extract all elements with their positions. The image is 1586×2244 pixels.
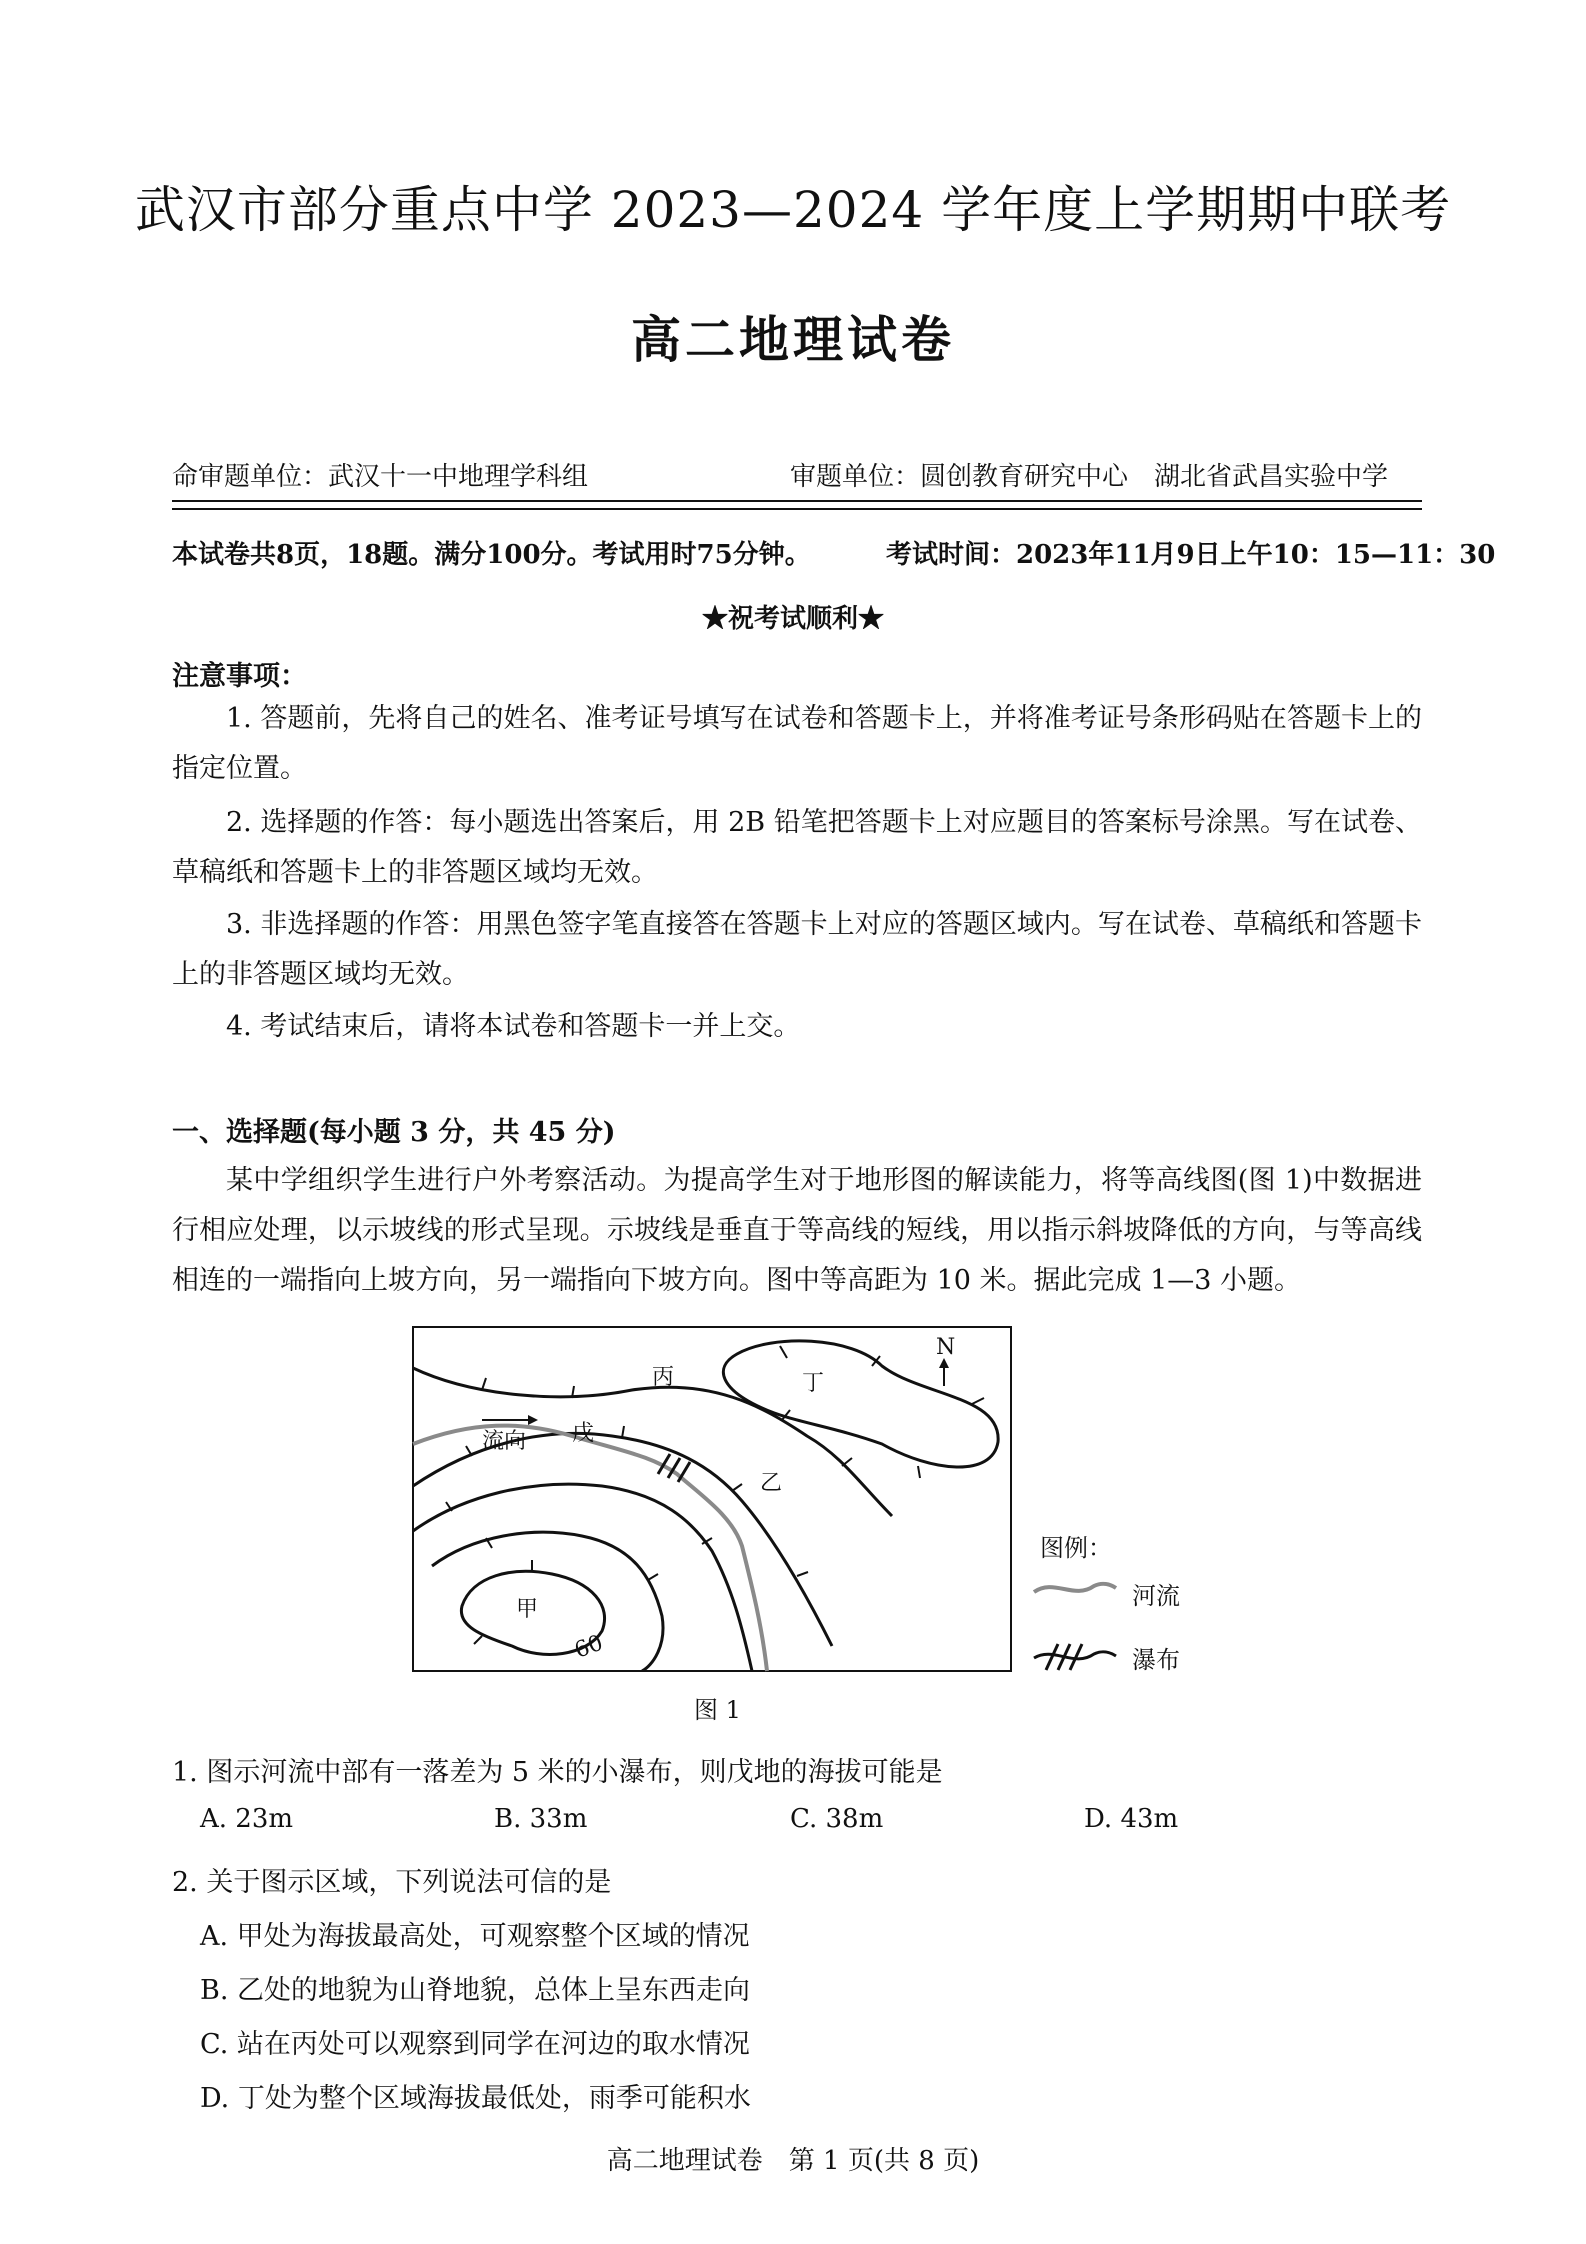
- paper-info: 本试卷共8页，18题。满分100分。考试用时75分钟。: [172, 540, 811, 570]
- question-2-option-b: B. 乙处的地貌为山脊地貌，总体上呈东西走向: [200, 1975, 751, 2006]
- exam-title: 武汉市部分重点中学 2023—2024 学年度上学期期中联考: [134, 181, 1452, 239]
- question-intro: 某中学组织学生进行户外考察活动。为提高学生对于地形图的解读能力，将等高线图(图 1)中数据进行相应处理，以示坡线的形式呈现。示坡线是垂直于等高线的短线，用以指示斜坡降低的方向，与等高线相连的一端指向上坡方向，另一端指向下坡方向。图中等高距为 10 米。据此完成 1—3 小题。: [172, 1165, 1422, 1296]
- notice-item: 1. 答题前，先将自己的姓名、准考证号填写在试卷和答题卡上，并将准考证号条形码贴在答题卡上的指定位置。: [172, 703, 1422, 784]
- label-flow: 流向: [482, 1429, 527, 1454]
- header-divider: [172, 500, 1422, 502]
- notice-item: 4. 考试结束后，请将本试卷和答题卡一并上交。: [226, 1011, 801, 1042]
- question-1-stem: 1. 图示河流中部有一落差为 5 米的小瀑布，则戊地的海拔可能是: [172, 1757, 943, 1788]
- exam-time: 考试时间：2023年11月9日上午10：15—11：30: [886, 540, 1496, 570]
- question-2-option-d: D. 丁处为整个区域海拔最低处，雨季可能积水: [200, 2083, 751, 2114]
- proposer-unit: 命审题单位：武汉十一中地理学科组: [172, 462, 589, 492]
- label-wu: 戊: [572, 1421, 595, 1446]
- exam-subtitle: 高二地理试卷: [631, 310, 955, 369]
- question-1-option-a: A. 23m: [200, 1804, 294, 1834]
- figure-caption: 图 1: [694, 1696, 741, 1724]
- question-1-option-d: D. 43m: [1084, 1804, 1179, 1834]
- question-2-stem: 2. 关于图示区域，下列说法可信的是: [172, 1867, 612, 1898]
- good-luck-banner: ★祝考试顺利★: [701, 604, 884, 634]
- question-2-option-a: A. 甲处为海拔最高处，可观察整个区域的情况: [200, 1921, 750, 1952]
- question-1-option-c: C. 38m: [790, 1804, 884, 1834]
- notice-item: 3. 非选择题的作答：用黑色签字笔直接答在答题卡上对应的答题区域内。写在试卷、草稿纸和答题卡上的非答题区域均无效。: [172, 909, 1422, 990]
- legend-river-label: 河流: [1132, 1582, 1180, 1610]
- legend-waterfall-icon: [1030, 1636, 1120, 1676]
- label-ding: 丁: [802, 1371, 825, 1396]
- contour-map-figure: [412, 1326, 1012, 1672]
- map-frame: [413, 1327, 1011, 1671]
- question-1-option-b: B. 33m: [494, 1804, 588, 1834]
- notice-title: 注意事项：: [172, 661, 307, 692]
- label-bing: 丙: [652, 1365, 675, 1390]
- label-yi: 乙: [760, 1471, 783, 1496]
- header-divider: [172, 508, 1422, 510]
- question-2-option-c: C. 站在丙处可以观察到同学在河边的取水情况: [200, 2029, 750, 2060]
- label-north: N: [936, 1335, 956, 1360]
- label-jia: 甲: [516, 1597, 539, 1622]
- page-footer: 高二地理试卷 第 1 页(共 8 页): [606, 2146, 980, 2176]
- legend-river-icon: [1030, 1574, 1120, 1604]
- section-title: 一、选择题(每小题 3 分，共 45 分): [172, 1117, 616, 1148]
- legend-title: 图例：: [1040, 1534, 1112, 1562]
- reviewer-unit: 审题单位：圆创教育研究中心 湖北省武昌实验中学: [790, 462, 1389, 492]
- notice-item: 2. 选择题的作答：每小题选出答案后，用 2B 铅笔把答题卡上对应题目的答案标号涂黑。写在试卷、草稿纸和答题卡上的非答题区域均无效。: [172, 807, 1422, 888]
- legend-waterfall-label: 瀑布: [1132, 1646, 1180, 1674]
- contour-value-label: 60: [571, 1630, 607, 1664]
